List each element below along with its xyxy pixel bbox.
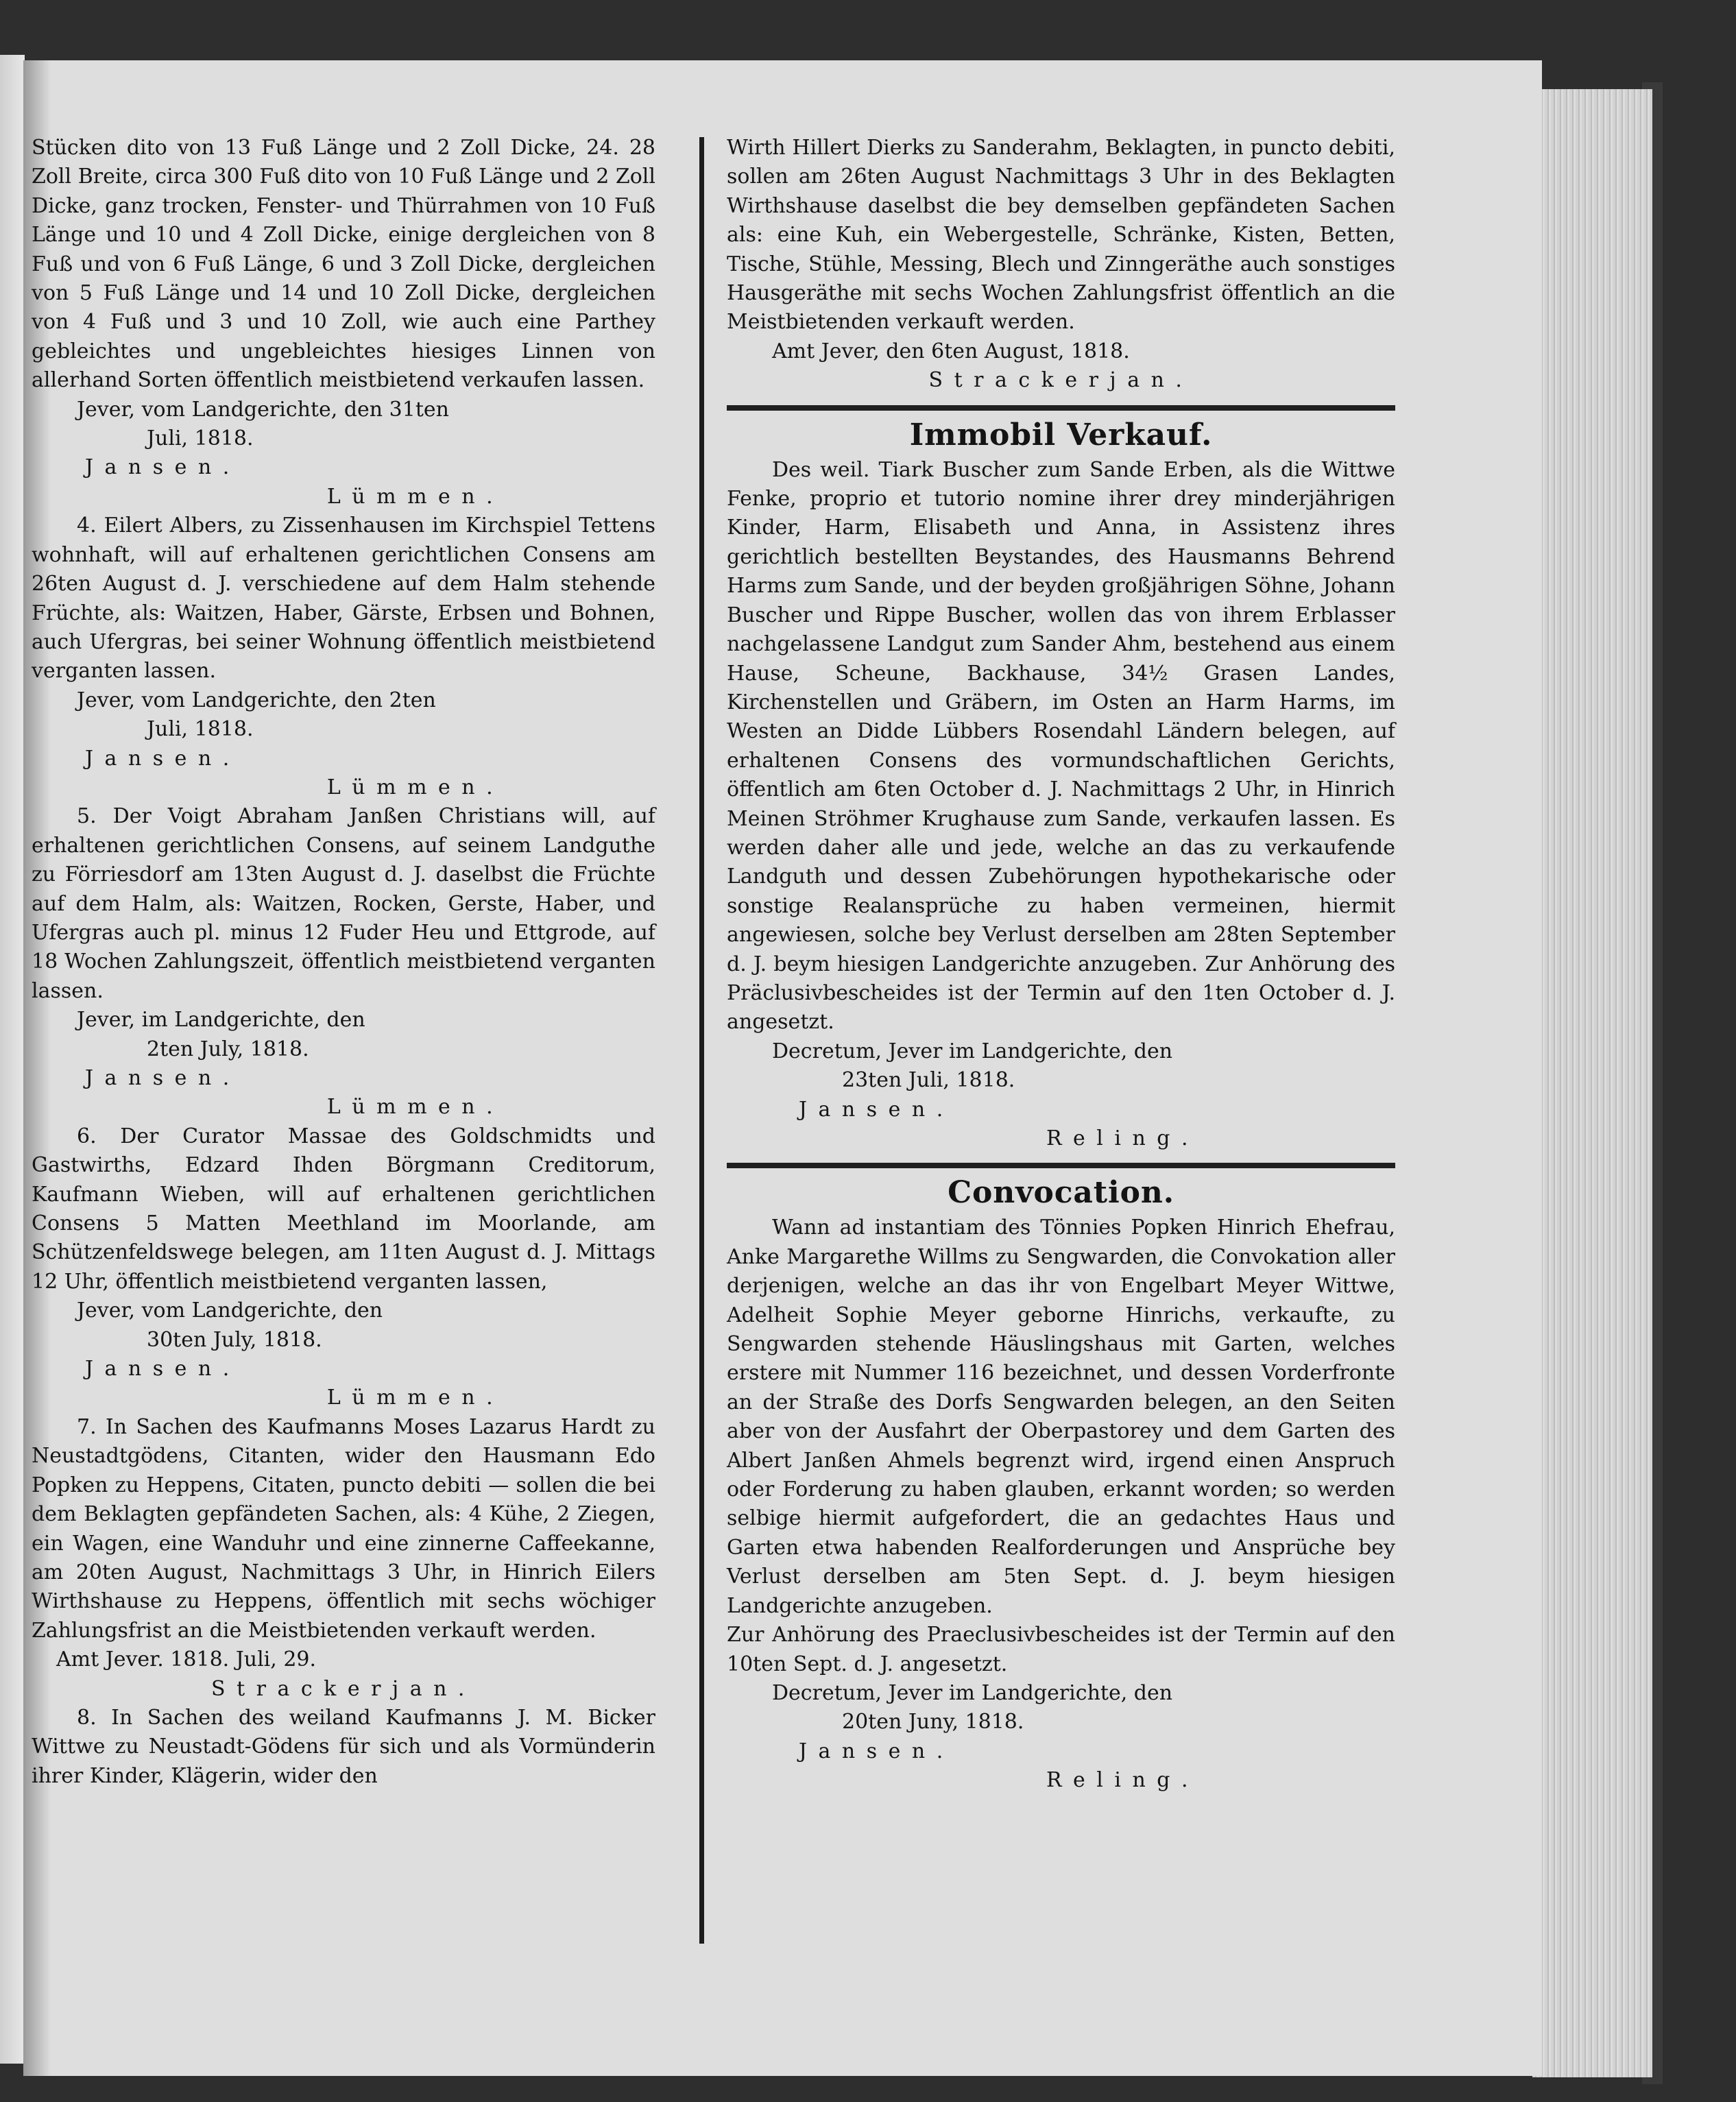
notice-7-signature-strackerjan: Strackerjan. [211,1676,476,1701]
notice-7: 7. In Sachen des Kaufmanns Moses Lazarus Hardt zu Neustadtgödens, Citanten, wider den Hausmann Edo Popken zu Heppens, Citaten, puncto debiti — sollen die bei dem Beklagten gepfändeten Sachen, als: 4 Kühe, 2 Ziegen, ein Wagen, eine Wanduhr und eine zinnerne Caffeekanne, am 20ten August, Nachmittags 3 Uhr, in Hinrich Eilers Wirthshause zu Heppens, öffentlich mit sechs wöchiger Zahlungsfrist an die Meistbietenden verkauft werden. [32,1414,655,1643]
notice-8-continuation: Wirth Hillert Dierks zu Sanderahm, Beklagten, in puncto debiti, sollen am 26ten August Nachmittags 3 Uhr in des Beklagten Wirthshause daselbst die bey demselben gepfändeten Sachen als: eine Kuh, ein Webergestelle, Schränke, Kisten, Betten, Tische, Stühle, Messing, Blech und Zinngeräthe auch sonstiges Hausgeräthe mit sechs Wochen Zahlungsfrist öffentlich an die Meistbietenden verkauft werden. [727,136,1395,335]
convocation-signature-reling: Reling. [1046,1768,1200,1793]
notice-5-dateline: Jever, im Landgerichte, den [77,1008,365,1032]
column-divider [699,137,704,1944]
convocation-dateline: Decretum, Jever im Landgerichte, den [772,1680,1173,1705]
left-column [32,134,655,1791]
notice-3-dateline: Jever, vom Landgerichte, den 31ten [77,397,449,422]
immobil-verkauf-dateline: Decretum, Jever im Landgerichte, den [772,1039,1173,1063]
section-rule [727,405,1395,411]
notice-6: 6. Der Curator Massae des Goldschmidts und Gastwirths, Edzard Ihden Börgmann Creditorum, Kaufmann Wieben, will auf erhaltenen gerichtlichen Consens 5 Matten Meethland im Moorlande, am Schützenfeldswege belegen, am 11ten August d. J. Mittags 12 Uhr, öffentlich meistbietend verganten lassen, [32,1124,655,1294]
notice-7-dateline: Amt Jever. 1818. Juli, 29. [56,1647,317,1672]
notice-3-continuation: Stücken dito von 13 Fuß Länge und 2 Zoll Dicke, 24. 28 Zoll Breite, circa 300 Fuß dito von 10 Fuß Länge und 2 Zoll Dicke, ganz trocken, Fenster- und Thürrahmen von 10 Fuß Länge und 10 und 4 Zoll Dicke, einige dergleichen von 8 Fuß und von 6 Fuß Länge, 6 und 3 Zoll Dicke, dergleichen von 5 Fuß Länge und 14 und 10 Zoll Dicke, dergleichen von 4 Fuß und 3 und 10 Zoll, wie auch eine Parthey gebleichtes und ungebleichtes hiesiges Linnen von allerhand Sorten öffentlich meistbietend verkaufen lassen. [32,136,655,393]
notice-6-dateline: Jever, vom Landgerichte, den [77,1298,383,1323]
notice-3-signature-luemmen: Lümmen. [326,484,505,509]
notice-3-signature-jansen: Jansen. [85,455,241,480]
notice-4: 4. Eilert Albers, zu Zissenhausen im Kirchspiel Tettens wohnhaft, will auf erhaltenen gerichtlichen Consens am 26ten August d. J. verschiedene auf dem Halm stehende Früchte, als: Waitzen, Haber, Gärste, Erbsen und Bohnen, auch Ufergras, bei seiner Wohnung öffentlich meistbietend verganten lassen. [32,514,655,684]
section-rule [727,1163,1395,1168]
notice-4-date: Juli, 1818. [147,717,254,742]
notice-4-dateline: Jever, vom Landgerichte, den 2ten [77,688,436,712]
notice-8-signature-strackerjan: Strackerjan. [928,368,1194,393]
notice-8: 8. In Sachen des weiland Kaufmanns J. M. Bicker Wittwe zu Neustadt-Gödens für sich und als Vormünderin ihrer Kinder, Klägerin, wider den [32,1705,655,1788]
convocation-date: 20ten Juny, 1818. [842,1710,1024,1735]
convocation-heading: Convocation. [948,1175,1174,1211]
immobil-verkauf-signature-jansen: Jansen. [799,1097,954,1122]
notice-3-date: Juli, 1818. [147,426,254,451]
convocation-termin-text: Zur Anhörung des Praeclusivbescheides ist der Termin auf den 10ten Sept. d. J. angesetzt. [727,1623,1395,1676]
immobil-verkauf-date: 23ten Juli, 1818. [842,1068,1015,1093]
notice-4-signature-luemmen: Lümmen. [326,775,505,799]
immobil-verkauf-heading: Immobil Verkauf. [909,417,1213,452]
notice-8-dateline: Amt Jever, den 6ten August, 1818. [772,339,1130,363]
convocation-signature-jansen: Jansen. [799,1739,954,1763]
notice-5-signature-jansen: Jansen. [85,1066,241,1090]
page-stack-edge [1532,89,1652,2077]
previous-page-edge [0,55,25,2064]
notice-6-date: 30ten July, 1818. [147,1327,322,1352]
notice-6-signature-luemmen: Lümmen. [326,1386,505,1410]
immobil-verkauf-signature-reling: Reling. [1046,1126,1200,1150]
right-column [727,134,1395,1796]
notice-5-signature-luemmen: Lümmen. [326,1095,505,1120]
notice-5-date: 2ten July, 1818. [147,1037,309,1061]
immobil-verkauf-text: Des weil. Tiark Buscher zum Sande Erben, als die Wittwe Fenke, proprio et tutorio nomine ihrer drey minderjährigen Kinder, Harm, Elisabeth und Anna, in Assistenz ihres gerichtlich bestellten Beystandes, des Hausmanns Behrend Harms zum Sande, und der beyden großjährigen Söhne, Johann Buscher und Rippe Buscher, wollen das von ihrem Erblasser nachgelassene Landgut zum Sander Ahm, bestehend aus einem Hause, Scheune, Backhause, 34½ Grasen Landes, Kirchenstellen und Gräbern, im Osten an Harm Harms, im Westen an Didde Lübbers Rosendahl Ländern belegen, auf erhaltenen Consens des vormundschaftlichen Gerichts, öffentlich am 6ten October d. J. Nachmittags 2 Uhr, in Hinrich Meinen Ströhmer Krughause zum Sande, verkaufen lassen. Es werden daher alle und jede, welche an das zu verkaufende Landguth und dessen Zubehörungen hypothekarische oder sonstige Realansprüche zu haben vermeinen, hiermit angewiesen, solche bey Verlust derselben am 28ten September d. J. beym hiesigen Landgerichte anzugeben. Zur Anhörung des Präclusivbescheides ist der Termin auf den 1ten October d. J. angesetzt. [727,457,1395,1035]
notice-6-signature-jansen: Jansen. [85,1357,241,1381]
convocation-text: Wann ad instantiam des Tönnies Popken Hinrich Ehefrau, Anke Margarethe Willms zu Sengwarden, die Convokation aller derjenigen, welche an das ihr von Engelbart Meyer Wittwe, Adelheit Sophie Meyer geborne Hinrichs, verkaufte, zu Sengwarden stehende Häuslingshaus mit Garten, welches erstere mit Nummer 116 bezeichnet, und dessen Vorderfronte an der Straße des Dorfs Sengwarden belegen, an den Seiten aber von der Ausfahrt der Oberpastorey und dem Garten des Albert Janßen Ahmels begrenzt wird, irgend einen Anspruch oder Forderung zu haben glauben, erkannt worden; so werden selbige hiermit aufgefordert, die an gedachtes Haus und Garten etwa habenden Realforderungen und Ansprüche bey Verlust derselben am 5ten Sept. d. J. beym hiesigen Landgerichte anzugeben. [727,1216,1395,1618]
notice-5: 5. Der Voigt Abraham Janßen Christians will, auf erhaltenen gerichtlichen Consens, auf seinem Landguthe zu Förriesdorf am 13ten August d. J. daselbst die Früchte auf dem Halm, als: Waitzen, Rocken, Gerste, Haber, und Ufergras auch pl. minus 12 Fuder Heu und Ettgrode, auf 18 Wochen Zahlungszeit, öffentlich meistbietend verganten lassen. [32,804,655,1003]
notice-4-signature-jansen: Jansen. [85,746,241,771]
